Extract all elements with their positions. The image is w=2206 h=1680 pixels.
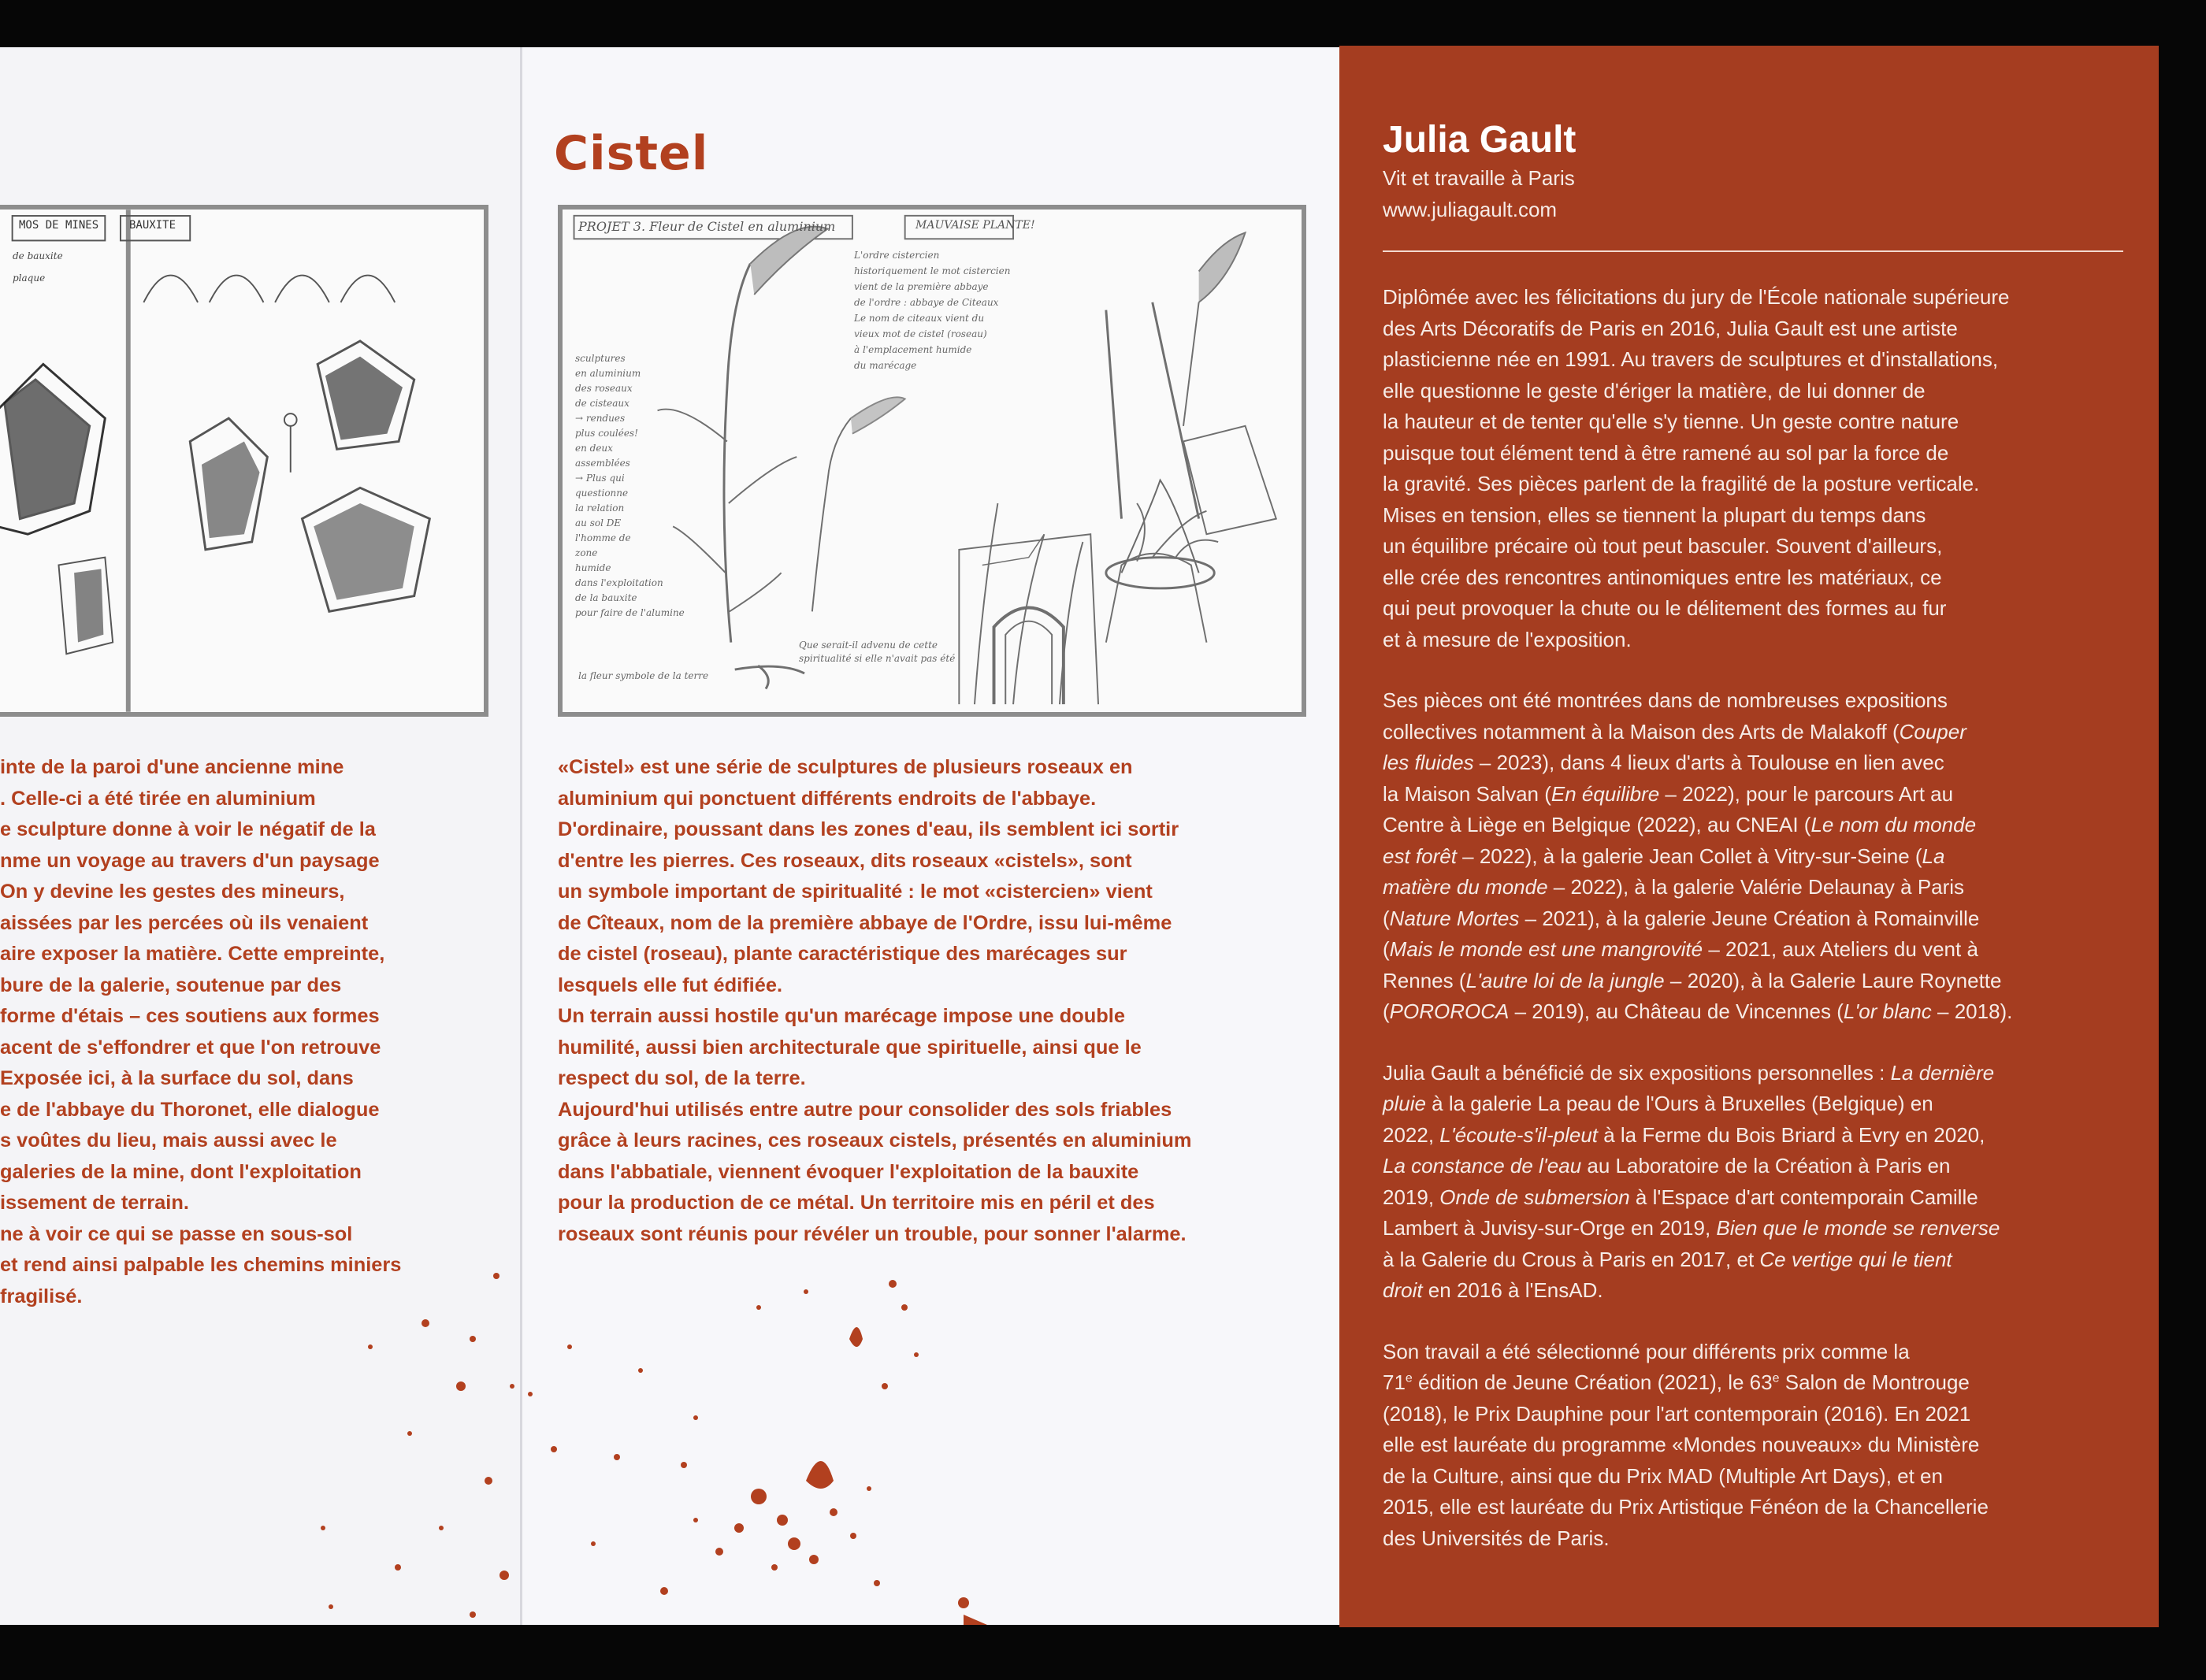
body-line: e sculpture donne à voir le négatif de la <box>0 818 376 840</box>
artist-website[interactable]: www.juliagault.com <box>1383 198 1558 221</box>
left-body-text <box>0 752 401 1312</box>
sketch-note: zone <box>575 547 598 558</box>
bio-text: 71 <box>1383 1370 1406 1394</box>
sketch-question: Que serait-il advenu de cette spiritualité si elle n'avait pas été <box>799 640 956 664</box>
body-line: «Cistel» est une série de sculptures de plusieurs roseaux en <box>558 756 1133 778</box>
bio-line: des Arts Décoratifs de Paris en 2016, Julia Gault est une artiste <box>1383 316 1958 340</box>
bio-text: Salon de Montrouge <box>1779 1370 1970 1394</box>
bio-text: ( <box>1383 999 1390 1023</box>
bio-paragraph <box>1383 1337 2139 1555</box>
body-line: dans l'abbatiale, viennent évoquer l'exploitation de la bauxite <box>558 1160 1139 1183</box>
sketch-note: des roseaux <box>575 383 633 394</box>
exhibition-title: L'écoute-s'il-pleut <box>1439 1122 1598 1147</box>
artist-bio <box>1383 118 2131 1550</box>
bio-line: un équilibre précaire où tout peut basculer. Souvent d'ailleurs, <box>1383 534 1943 558</box>
sketch-note: vieux mot de cistel (roseau) <box>854 328 987 339</box>
bio-line: 2015, elle est lauréate du Prix Artistique Fénéon de la Chancellerie <box>1383 1495 1989 1519</box>
bio-text: – 2020), à la Galerie Laure Roynette <box>1664 968 2002 992</box>
sketch-note: vient de la première abbaye <box>854 281 989 292</box>
exhibition-title: droit <box>1383 1278 1423 1302</box>
body-line: ne à voir ce qui se passe en sous-sol <box>0 1222 353 1245</box>
sketch-note: plus coulées! <box>575 428 638 439</box>
middle-page <box>522 47 1339 1625</box>
exhibition-title: L'autre loi de la jungle <box>1465 968 1665 992</box>
bio-text: en 2016 à l'EnsAD. <box>1422 1278 1603 1302</box>
body-line: acent de s'effondrer et que l'on retrouve <box>0 1036 381 1059</box>
body-line: aissées par les percées où ils venaient <box>0 911 369 934</box>
exhibition-title: Nature Mortes <box>1389 906 1520 930</box>
body-line: Un terrain aussi hostile qu'un marécage impose une double <box>558 1005 1125 1027</box>
bio-text: à la galerie La peau de l'Ours à Bruxelles (Belgique) en <box>1425 1092 1933 1115</box>
exhibition-title: La dernière <box>1890 1060 1995 1085</box>
body-line: galeries de la mine, dont l'exploitation <box>0 1160 362 1183</box>
left-page <box>0 47 522 1625</box>
bio-text: 2022, <box>1383 1122 1440 1147</box>
sketch-label-bauxite: BAUXITE <box>129 219 176 232</box>
exhibition-title: La <box>1922 844 1945 868</box>
body-line: pour la production de ce métal. Un territoire mis en péril et des <box>558 1192 1155 1214</box>
bio-text: 2019, <box>1383 1185 1440 1209</box>
bio-text: à la Galerie du Crous à Paris en 2017, et <box>1383 1247 1760 1271</box>
sketch-note: la fleur symbole de la terre <box>578 670 709 681</box>
sketch-notes-top <box>854 247 1010 373</box>
body-line: grâce à leurs racines, ces roseaux cistels, présentés en aluminium <box>558 1129 1192 1152</box>
body-line: et rend ainsi palpable les chemins miniers <box>0 1254 402 1276</box>
bio-text: Centre à Liège en Belgique (2022), au CNEAI ( <box>1383 813 1811 836</box>
bio-line: Mises en tension, elles se tiennent la plupart du temps dans <box>1383 503 1926 527</box>
body-line: s voûtes du lieu, mais aussi avec le <box>0 1129 337 1152</box>
exhibition-title: les fluides <box>1383 751 1474 774</box>
bio-line: et à mesure de l'exposition. <box>1383 627 1632 651</box>
body-line: respect du sol, de la terre. <box>558 1067 806 1089</box>
body-line: issement de terrain. <box>0 1192 189 1214</box>
body-line: de Cîteaux, nom de la première abbaye de l'Ordre, issu lui-même <box>558 911 1172 934</box>
bio-text: ( <box>1383 937 1390 961</box>
sketch-note: humide <box>575 562 611 573</box>
sketch-note: dans l'exploitation <box>575 577 663 588</box>
body-line: d'entre les pierres. Ces roseaux, dits roseaux «cistels», sont <box>558 849 1132 872</box>
sketch-label-mines: MOS DE MINES <box>19 219 99 232</box>
bio-text: Julia Gault a bénéficié de six expositions personnelles : <box>1383 1060 1891 1085</box>
body-line: Aujourd'hui utilisés entre autre pour consolider des sols friables <box>558 1098 1172 1121</box>
bio-line: puisque tout élément tend à être ramené au sol par la force de <box>1383 440 1949 465</box>
body-line: lesquels elle fut édifiée. <box>558 974 783 996</box>
exhibition-title: Onde de submersion <box>1439 1185 1630 1209</box>
cistel-sketch-drawing <box>558 205 1306 717</box>
bio-line: la hauteur et de tenter qu'elle s'y tienne. Un geste contre nature <box>1383 410 1959 433</box>
body-line: humilité, aussi bien architecturale que spirituelle, ainsi que le <box>558 1036 1142 1059</box>
sketch-note: du marécage <box>854 360 917 371</box>
mine-sketch-drawing <box>0 205 488 717</box>
body-line: . Celle-ci a été tirée en aluminium <box>0 787 316 810</box>
sketch-note: Le nom de citeaux vient du <box>854 313 985 324</box>
sketch-note: sculptures <box>575 353 626 364</box>
ordinal-suffix: e <box>1405 1371 1413 1385</box>
exhibition-title: En équilibre <box>1551 781 1660 806</box>
exhibition-title: Couper <box>1899 719 1966 744</box>
bio-text: – 2021, aux Ateliers du vent à <box>1703 937 1978 961</box>
bio-line: Son travail a été sélectionné pour différents prix comme la <box>1383 1339 1910 1363</box>
body-line: aire exposer la matière. Cette empreinte, <box>0 943 385 965</box>
bio-text: Lambert à Juvisy-sur-Orge en 2019, <box>1383 1216 1717 1240</box>
bio-line: des Universités de Paris. <box>1383 1526 1610 1550</box>
exhibition-title: POROROCA <box>1389 999 1510 1023</box>
bio-line: elle est lauréate du programme «Mondes nouveaux» du Ministère <box>1383 1433 1980 1456</box>
bio-text: – 2021), à la galerie Jeune Création à Romainville <box>1519 906 1980 930</box>
exhibition-title: Bien que le monde se renverse <box>1716 1216 2000 1240</box>
sketch-notes-left <box>575 351 685 621</box>
sketch-tag: MAUVAISE PLANTE! <box>915 219 1035 232</box>
bio-text: collectives notamment à la Maison des Arts de Malakoff ( <box>1383 719 1900 744</box>
right-page <box>1339 46 2159 1627</box>
exhibition-title: L'or blanc <box>1843 999 1932 1023</box>
bio-line: elle crée des rencontres antinomiques entre les matériaux, ce <box>1383 565 1942 589</box>
bio-line: (2018), le Prix Dauphine pour l'art contemporain (2016). En 2021 <box>1383 1401 1971 1426</box>
exhibition-title: est forêt <box>1383 844 1457 868</box>
bio-line: Diplômée avec les félicitations du jury de l'École nationale supérieure <box>1383 285 2010 309</box>
artist-location: Vit et travaille à Paris <box>1383 166 1575 190</box>
mine-sketch-svg <box>0 210 484 712</box>
bio-line: qui peut provoquer la chute ou le délitement des formes au fur <box>1383 596 1947 620</box>
body-line: un symbole important de spiritualité : le mot «cistercien» vient <box>558 881 1153 903</box>
sketch-note: L'ordre cistercien <box>854 250 940 261</box>
sketch-note: au sol DE <box>575 517 622 528</box>
exhibition-title: Mais le monde est une mangrovité <box>1389 937 1703 961</box>
body-line: de cistel (roseau), plante caractéristique des marécages sur <box>558 943 1127 965</box>
body-line: inte de la paroi d'une ancienne mine <box>0 756 344 778</box>
sketch-note: de l'ordre : abbaye de Citeaux <box>854 297 999 308</box>
body-line: aluminium qui ponctuent différents endroits de l'abbaye. <box>558 787 1097 810</box>
sketch-note: assemblées <box>575 458 630 469</box>
bio-text: – 2023), dans 4 lieux d'arts à Toulouse en lien avec <box>1473 751 1944 774</box>
section-title: Cistel <box>554 126 709 181</box>
bio-text: à l'Espace d'art contemporain Camille <box>1629 1185 1978 1209</box>
bio-text: à la Ferme du Bois Briard à Evry en 2020, <box>1598 1122 1985 1147</box>
ordinal-suffix: e <box>1772 1371 1780 1385</box>
body-line: bure de la galerie, soutenue par des <box>0 974 342 996</box>
sketch-note: historiquement le mot cistercien <box>854 265 1011 276</box>
middle-body-text <box>558 752 1191 1250</box>
sketch-header: PROJET 3. Fleur de Cistel en aluminium <box>578 219 836 234</box>
bio-paragraph <box>1383 282 2139 655</box>
bio-line: de la Culture, ainsi que du Prix MAD (Multiple Art Days), et en <box>1383 1463 1943 1488</box>
body-line: forme d'étais – ces soutiens aux formes <box>0 1005 380 1027</box>
sketch-note: → Plus qui <box>575 473 625 484</box>
bio-line: elle questionne le geste d'ériger la matière, de lui donner de <box>1383 378 1926 402</box>
artist-name: Julia Gault <box>1383 119 1577 161</box>
bio-line: Ses pièces ont été montrées dans de nombreuses expositions <box>1383 688 1948 712</box>
bio-body <box>1383 282 2139 1584</box>
bio-text: la Maison Salvan ( <box>1383 781 1551 806</box>
exhibition-title: matière du monde <box>1383 875 1548 899</box>
sketch-note: à l'emplacement humide <box>854 344 972 355</box>
sketch-note: l'homme de <box>575 532 631 543</box>
body-line: Exposée ici, à la surface du sol, dans <box>0 1067 354 1089</box>
bio-text: au Laboratoire de la Création à Paris en <box>1581 1154 1951 1177</box>
bio-text: – 2022), pour le parcours Art au <box>1659 781 1954 806</box>
body-line: e de l'abbaye du Thoronet, elle dialogue <box>0 1098 380 1121</box>
exhibition-title: La constance de l'eau <box>1383 1154 1582 1177</box>
bio-line: la gravité. Ses pièces parlent de la fragilité de la posture verticale. <box>1383 472 1980 495</box>
sketch-note: → rendues <box>575 413 626 424</box>
sketch-note: plaque <box>13 273 46 284</box>
sketch-note: questionne <box>575 488 629 499</box>
sketch-note: en aluminium <box>575 368 641 379</box>
body-line: D'ordinaire, poussant dans les zones d'eau, ils semblent ici sortir <box>558 818 1179 840</box>
exhibition-title: Le nom du monde <box>1810 813 1977 836</box>
bio-text: – 2022), à la galerie Jean Collet à Vitry-sur-Seine ( <box>1456 844 1922 868</box>
bio-text: – 2022), à la galerie Valérie Delaunay à Paris <box>1547 875 1965 899</box>
bio-paragraph <box>1383 685 2139 1028</box>
sketch-note: en deux <box>575 443 613 454</box>
body-line: roseaux sont réunis pour révéler un trouble, pour sonner l'alarme. <box>558 1222 1187 1245</box>
bio-text: Rennes ( <box>1383 968 1466 992</box>
exhibition-title: pluie <box>1383 1092 1426 1115</box>
sketch-note: de bauxite <box>13 250 63 261</box>
bio-line: plasticienne née en 1991. Au travers de sculptures et d'installations, <box>1383 347 1999 371</box>
bio-text: – 2019), au Château de Vincennes ( <box>1509 999 1844 1023</box>
body-line: nme un voyage au travers d'un paysage <box>0 849 380 872</box>
bio-text: édition de Jeune Création (2021), le 63 <box>1412 1370 1773 1394</box>
bio-text: ( <box>1383 906 1390 930</box>
sketch-note: de cisteaux <box>575 398 629 409</box>
bio-paragraph <box>1383 1058 2139 1307</box>
body-line: On y devine les gestes des mineurs, <box>0 881 345 903</box>
sketch-note: la relation <box>575 503 625 514</box>
sketch-note: de la bauxite <box>575 592 637 603</box>
divider <box>1383 250 2123 252</box>
sketch-note: pour faire de l'alumine <box>575 607 685 618</box>
body-line: fragilisé. <box>0 1285 83 1307</box>
exhibition-title: Ce vertige qui le tient <box>1759 1247 1952 1271</box>
bio-text: – 2018). <box>1931 999 2013 1023</box>
